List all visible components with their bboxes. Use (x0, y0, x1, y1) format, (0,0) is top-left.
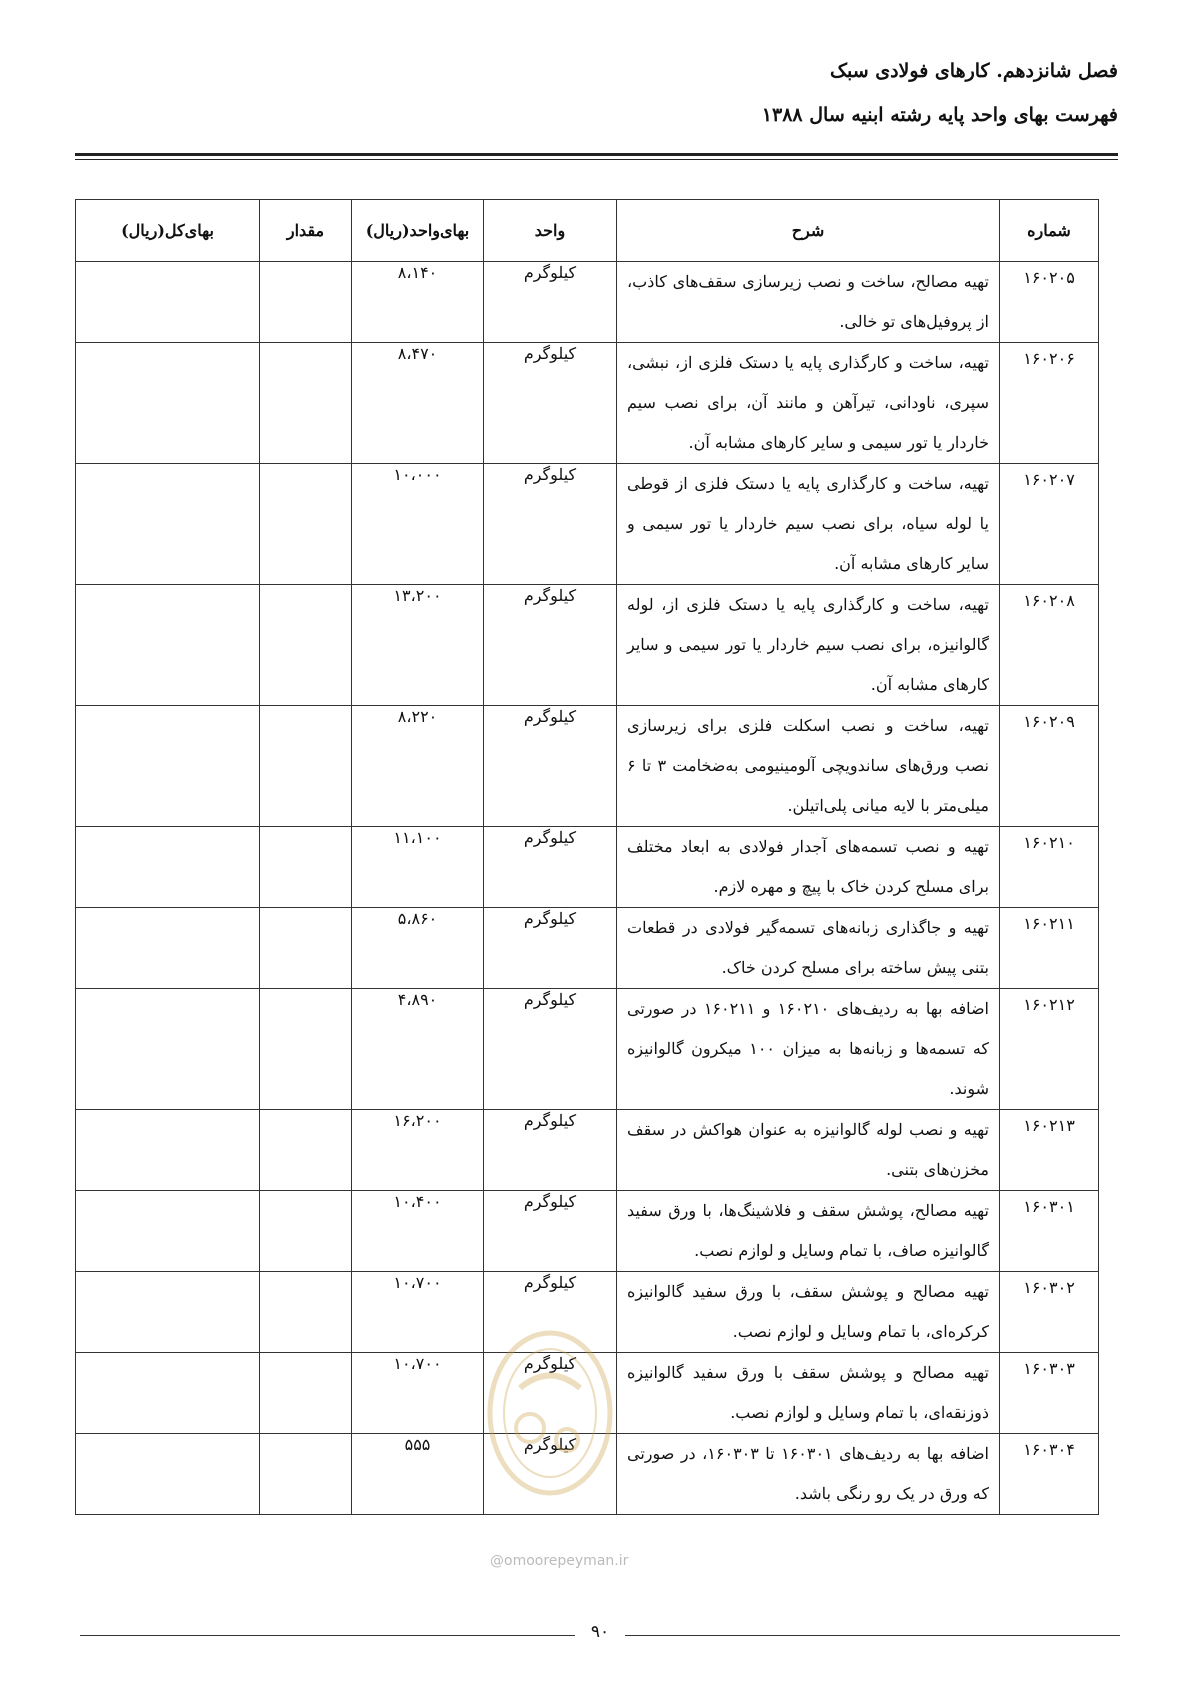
item-quantity (260, 827, 352, 908)
table-row (76, 827, 1099, 908)
item-quantity (260, 1110, 352, 1191)
item-total-price (76, 585, 260, 706)
item-number: ۱۶۰۲۱۱ (1000, 908, 1099, 989)
table-row (76, 908, 1099, 989)
item-description: تهیه مصالح، ساخت و نصب زیرسازی سقف‌های کاذب، از پروفیل‌های تو خالی. (617, 262, 1000, 343)
header-rule (75, 153, 1118, 156)
table-row (76, 1272, 1099, 1353)
item-total-price (76, 343, 260, 464)
item-quantity (260, 1272, 352, 1353)
item-number: ۱۶۰۳۰۱ (1000, 1191, 1099, 1272)
item-quantity (260, 1353, 352, 1434)
item-unit: کیلوگرم (484, 989, 617, 1110)
item-description: تهیه و نصب لوله گالوانیزه به عنوان هواکش در سقف مخزن‌های بتنی. (617, 1110, 1000, 1191)
item-quantity (260, 1191, 352, 1272)
price-table (75, 199, 1099, 1515)
item-quantity (260, 343, 352, 464)
item-number: ۱۶۰۲۰۶ (1000, 343, 1099, 464)
table-row (76, 706, 1099, 827)
item-unit: کیلوگرم (484, 706, 617, 827)
chapter-title: فصل شانزدهم. کارهای فولادی سبک (829, 60, 1118, 82)
item-unit: کیلوگرم (484, 1110, 617, 1191)
table-row (76, 1191, 1099, 1272)
item-unit-price: ۱۰،۷۰۰ (352, 1272, 484, 1353)
watermark-site-text: @omoorepeyman.ir (490, 1553, 629, 1569)
item-unit-price: ۴،۸۹۰ (352, 989, 484, 1110)
item-number: ۱۶۰۳۰۳ (1000, 1353, 1099, 1434)
item-unit: کیلوگرم (484, 1353, 617, 1434)
item-description: تهیه، ساخت و کارگذاری پایه یا دستک فلزی از، نبشی، سپری، ناودانی، تیرآهن و مانند آن، برای نصب سیم خاردار یا تور سیمی و سایر کارهای مشابه آن. (617, 343, 1000, 464)
table-header-row (76, 200, 1099, 262)
col-header-unit-price: بهای‌واحد(ریال) (352, 200, 484, 262)
item-quantity (260, 262, 352, 343)
col-header-total-price: بهای‌کل(ریال) (76, 200, 260, 262)
item-unit-price: ۱۱،۱۰۰ (352, 827, 484, 908)
item-unit-price: ۸،۱۴۰ (352, 262, 484, 343)
item-description: تهیه و نصب تسمه‌های آجدار فولادی به ابعاد مختلف برای مسلح کردن خاک با پیچ و مهره لازم. (617, 827, 1000, 908)
item-unit-price: ۵،۸۶۰ (352, 908, 484, 989)
item-number: ۱۶۰۲۱۳ (1000, 1110, 1099, 1191)
item-total-price (76, 1110, 260, 1191)
item-number: ۱۶۰۳۰۴ (1000, 1434, 1099, 1515)
item-total-price (76, 1353, 260, 1434)
item-description: تهیه و جاگذاری زبانه‌های تسمه‌گیر فولادی در قطعات بتنی پیش ساخته برای مسلح کردن خاک. (617, 908, 1000, 989)
item-unit-price: ۱۳،۲۰۰ (352, 585, 484, 706)
item-total-price (76, 1191, 260, 1272)
header-rule-thin (75, 159, 1118, 160)
item-number: ۱۶۰۲۱۲ (1000, 989, 1099, 1110)
table-body (76, 262, 1099, 1515)
item-number: ۱۶۰۲۰۸ (1000, 585, 1099, 706)
item-description: اضافه بها به ردیف‌های ۱۶۰۳۰۱ تا ۱۶۰۳۰۳، در صورتی که ورق در یک رو رنگی باشد. (617, 1434, 1000, 1515)
table-row (76, 464, 1099, 585)
table-row (76, 262, 1099, 343)
item-unit-price: ۸،۲۲۰ (352, 706, 484, 827)
item-total-price (76, 827, 260, 908)
item-description: تهیه، ساخت و کارگذاری پایه یا دستک فلزی از قوطی یا لوله سیاه، برای نصب سیم خاردار یا تور سیمی و سایر کارهای مشابه آن. (617, 464, 1000, 585)
page-header (762, 56, 1118, 130)
item-unit-price: ۸،۴۷۰ (352, 343, 484, 464)
item-unit: کیلوگرم (484, 1191, 617, 1272)
item-unit: کیلوگرم (484, 1434, 617, 1515)
item-description: تهیه مصالح و پوشش سقف با ورق سفید گالوانیزه ذوزنقه‌ای، با تمام وسایل و لوازم نصب. (617, 1353, 1000, 1434)
item-description: تهیه مصالح، پوشش سقف و فلاشینگ‌ها، با ورق سفید گالوانیزه صاف، با تمام وسایل و لوازم نصب. (617, 1191, 1000, 1272)
document-subtitle: فهرست بهای واحد پایه رشته ابنیه سال ۱۳۸۸ (761, 104, 1118, 126)
page-number: ۹۰ (590, 1622, 610, 1642)
item-description: تهیه مصالح و پوشش سقف، با ورق سفید گالوانیزه کرکره‌ای، با تمام وسایل و لوازم نصب. (617, 1272, 1000, 1353)
item-unit: کیلوگرم (484, 585, 617, 706)
item-total-price (76, 464, 260, 585)
item-quantity (260, 908, 352, 989)
item-total-price (76, 989, 260, 1110)
item-total-price (76, 706, 260, 827)
item-unit-price: ۱۰،۰۰۰ (352, 464, 484, 585)
item-unit: کیلوگرم (484, 827, 617, 908)
item-number: ۱۶۰۲۰۷ (1000, 464, 1099, 585)
col-header-quantity: مقدار (260, 200, 352, 262)
footer-rule-left (80, 1635, 575, 1636)
item-unit-price: ۱۰،۷۰۰ (352, 1353, 484, 1434)
item-unit: کیلوگرم (484, 262, 617, 343)
item-quantity (260, 585, 352, 706)
item-unit: کیلوگرم (484, 1272, 617, 1353)
table-row (76, 1110, 1099, 1191)
item-total-price (76, 1434, 260, 1515)
item-quantity (260, 1434, 352, 1515)
item-number: ۱۶۰۳۰۲ (1000, 1272, 1099, 1353)
table-row (76, 989, 1099, 1110)
item-unit: کیلوگرم (484, 343, 617, 464)
col-header-unit: واحد (484, 200, 617, 262)
item-number: ۱۶۰۲۰۹ (1000, 706, 1099, 827)
item-number: ۱۶۰۲۰۵ (1000, 262, 1099, 343)
item-description: تهیه، ساخت و کارگذاری پایه یا دستک فلزی از، لوله گالوانیزه، برای نصب سیم خاردار یا تور سیمی و سایر کارهای مشابه آن. (617, 585, 1000, 706)
item-unit: کیلوگرم (484, 908, 617, 989)
table-row (76, 1353, 1099, 1434)
item-total-price (76, 262, 260, 343)
item-quantity (260, 464, 352, 585)
item-unit-price: ۱۰،۴۰۰ (352, 1191, 484, 1272)
item-quantity (260, 706, 352, 827)
col-header-number: شماره (1000, 200, 1099, 262)
item-total-price (76, 908, 260, 989)
item-unit-price: ۵۵۵ (352, 1434, 484, 1515)
table-row (76, 585, 1099, 706)
table-row (76, 1434, 1099, 1515)
col-header-description: شرح (617, 200, 1000, 262)
footer-rule-right (625, 1635, 1120, 1636)
item-total-price (76, 1272, 260, 1353)
item-unit-price: ۱۶،۲۰۰ (352, 1110, 484, 1191)
item-description: اضافه بها به ردیف‌های ۱۶۰۲۱۰ و ۱۶۰۲۱۱ در صورتی که تسمه‌ها و زبانه‌ها به میزان ۱۰۰ میکرون گالوانیزه شوند. (617, 989, 1000, 1110)
item-unit: کیلوگرم (484, 464, 617, 585)
table-row (76, 343, 1099, 464)
item-quantity (260, 989, 352, 1110)
item-number: ۱۶۰۲۱۰ (1000, 827, 1099, 908)
item-description: تهیه، ساخت و نصب اسکلت فلزی برای زیرسازی نصب ورق‌های ساندویچی آلومینیومی به‌ضخامت ۳ تا ۶ میلی‌متر با لایه میانی پلی‌اتیلن. (617, 706, 1000, 827)
